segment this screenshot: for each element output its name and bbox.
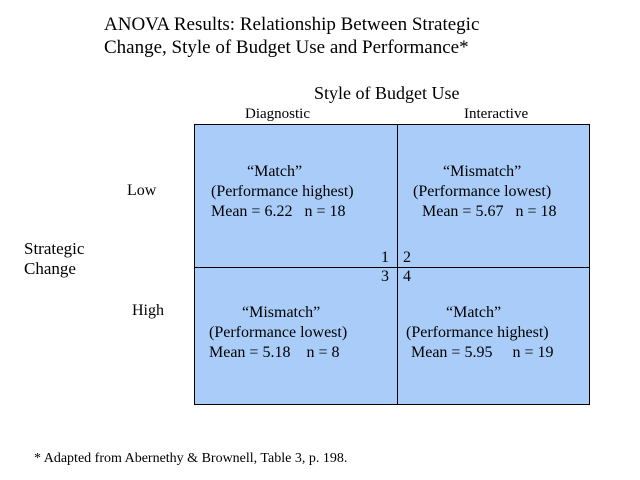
cell-3-label: “Mismatch” <box>242 304 321 321</box>
cell-2-stats <box>413 202 556 222</box>
cell-2 <box>413 162 556 222</box>
anova-matrix <box>194 124 590 405</box>
matrix-vertical-divider <box>397 125 398 404</box>
column-axis-title: Style of Budget Use <box>314 83 460 103</box>
cell-2-n: n = 18 <box>515 203 557 220</box>
cell-4-stats <box>406 343 553 363</box>
cell-1-stats <box>211 202 354 222</box>
row-axis-title-line-2: Change <box>24 259 76 278</box>
matrix-horizontal-divider <box>195 267 589 268</box>
cell-4-performance: (Performance highest) <box>406 324 549 341</box>
footnote: * Adapted from Abernethy & Brownell, Table 3, p. 198. <box>34 451 348 466</box>
cell-4 <box>406 303 553 363</box>
row-axis-title <box>24 239 84 279</box>
row-label-low: Low <box>127 182 157 199</box>
cell-1-label: “Match” <box>247 163 303 180</box>
cell-2-mean: Mean = 5.67 <box>422 203 504 220</box>
cell-4-n: n = 19 <box>512 344 554 361</box>
cell-4-mean: Mean = 5.95 <box>411 344 493 361</box>
title-line-2: Change, Style of Budget Use and Performance* <box>104 37 469 58</box>
column-label-interactive: Interactive <box>464 106 529 122</box>
cell-3-mean: Mean = 5.18 <box>209 344 291 361</box>
cell-2-performance: (Performance lowest) <box>413 183 552 200</box>
cell-1 <box>211 162 354 222</box>
cell-3 <box>209 303 347 363</box>
cell-3-stats <box>209 343 347 363</box>
cell-1-mean: Mean = 6.22 <box>211 203 293 220</box>
cell-4-label: “Match” <box>446 304 502 321</box>
cell-3-performance: (Performance lowest) <box>209 324 348 341</box>
cell-1-n: n = 18 <box>304 203 346 220</box>
row-label-high: High <box>132 302 164 319</box>
cell-2-label: “Mismatch” <box>443 163 522 180</box>
diagram-title <box>104 13 479 59</box>
cell-3-n: n = 8 <box>306 344 340 361</box>
cell-number-1: 1 <box>381 249 389 266</box>
cell-number-4: 4 <box>403 268 411 285</box>
cell-number-3: 3 <box>381 268 389 285</box>
title-line-1: ANOVA Results: Relationship Between Strategic <box>104 14 480 35</box>
column-label-diagnostic: Diagnostic <box>245 106 310 122</box>
cell-1-performance: (Performance highest) <box>211 183 354 200</box>
cell-number-2: 2 <box>403 249 411 266</box>
row-axis-title-line-1: Strategic <box>24 239 85 258</box>
